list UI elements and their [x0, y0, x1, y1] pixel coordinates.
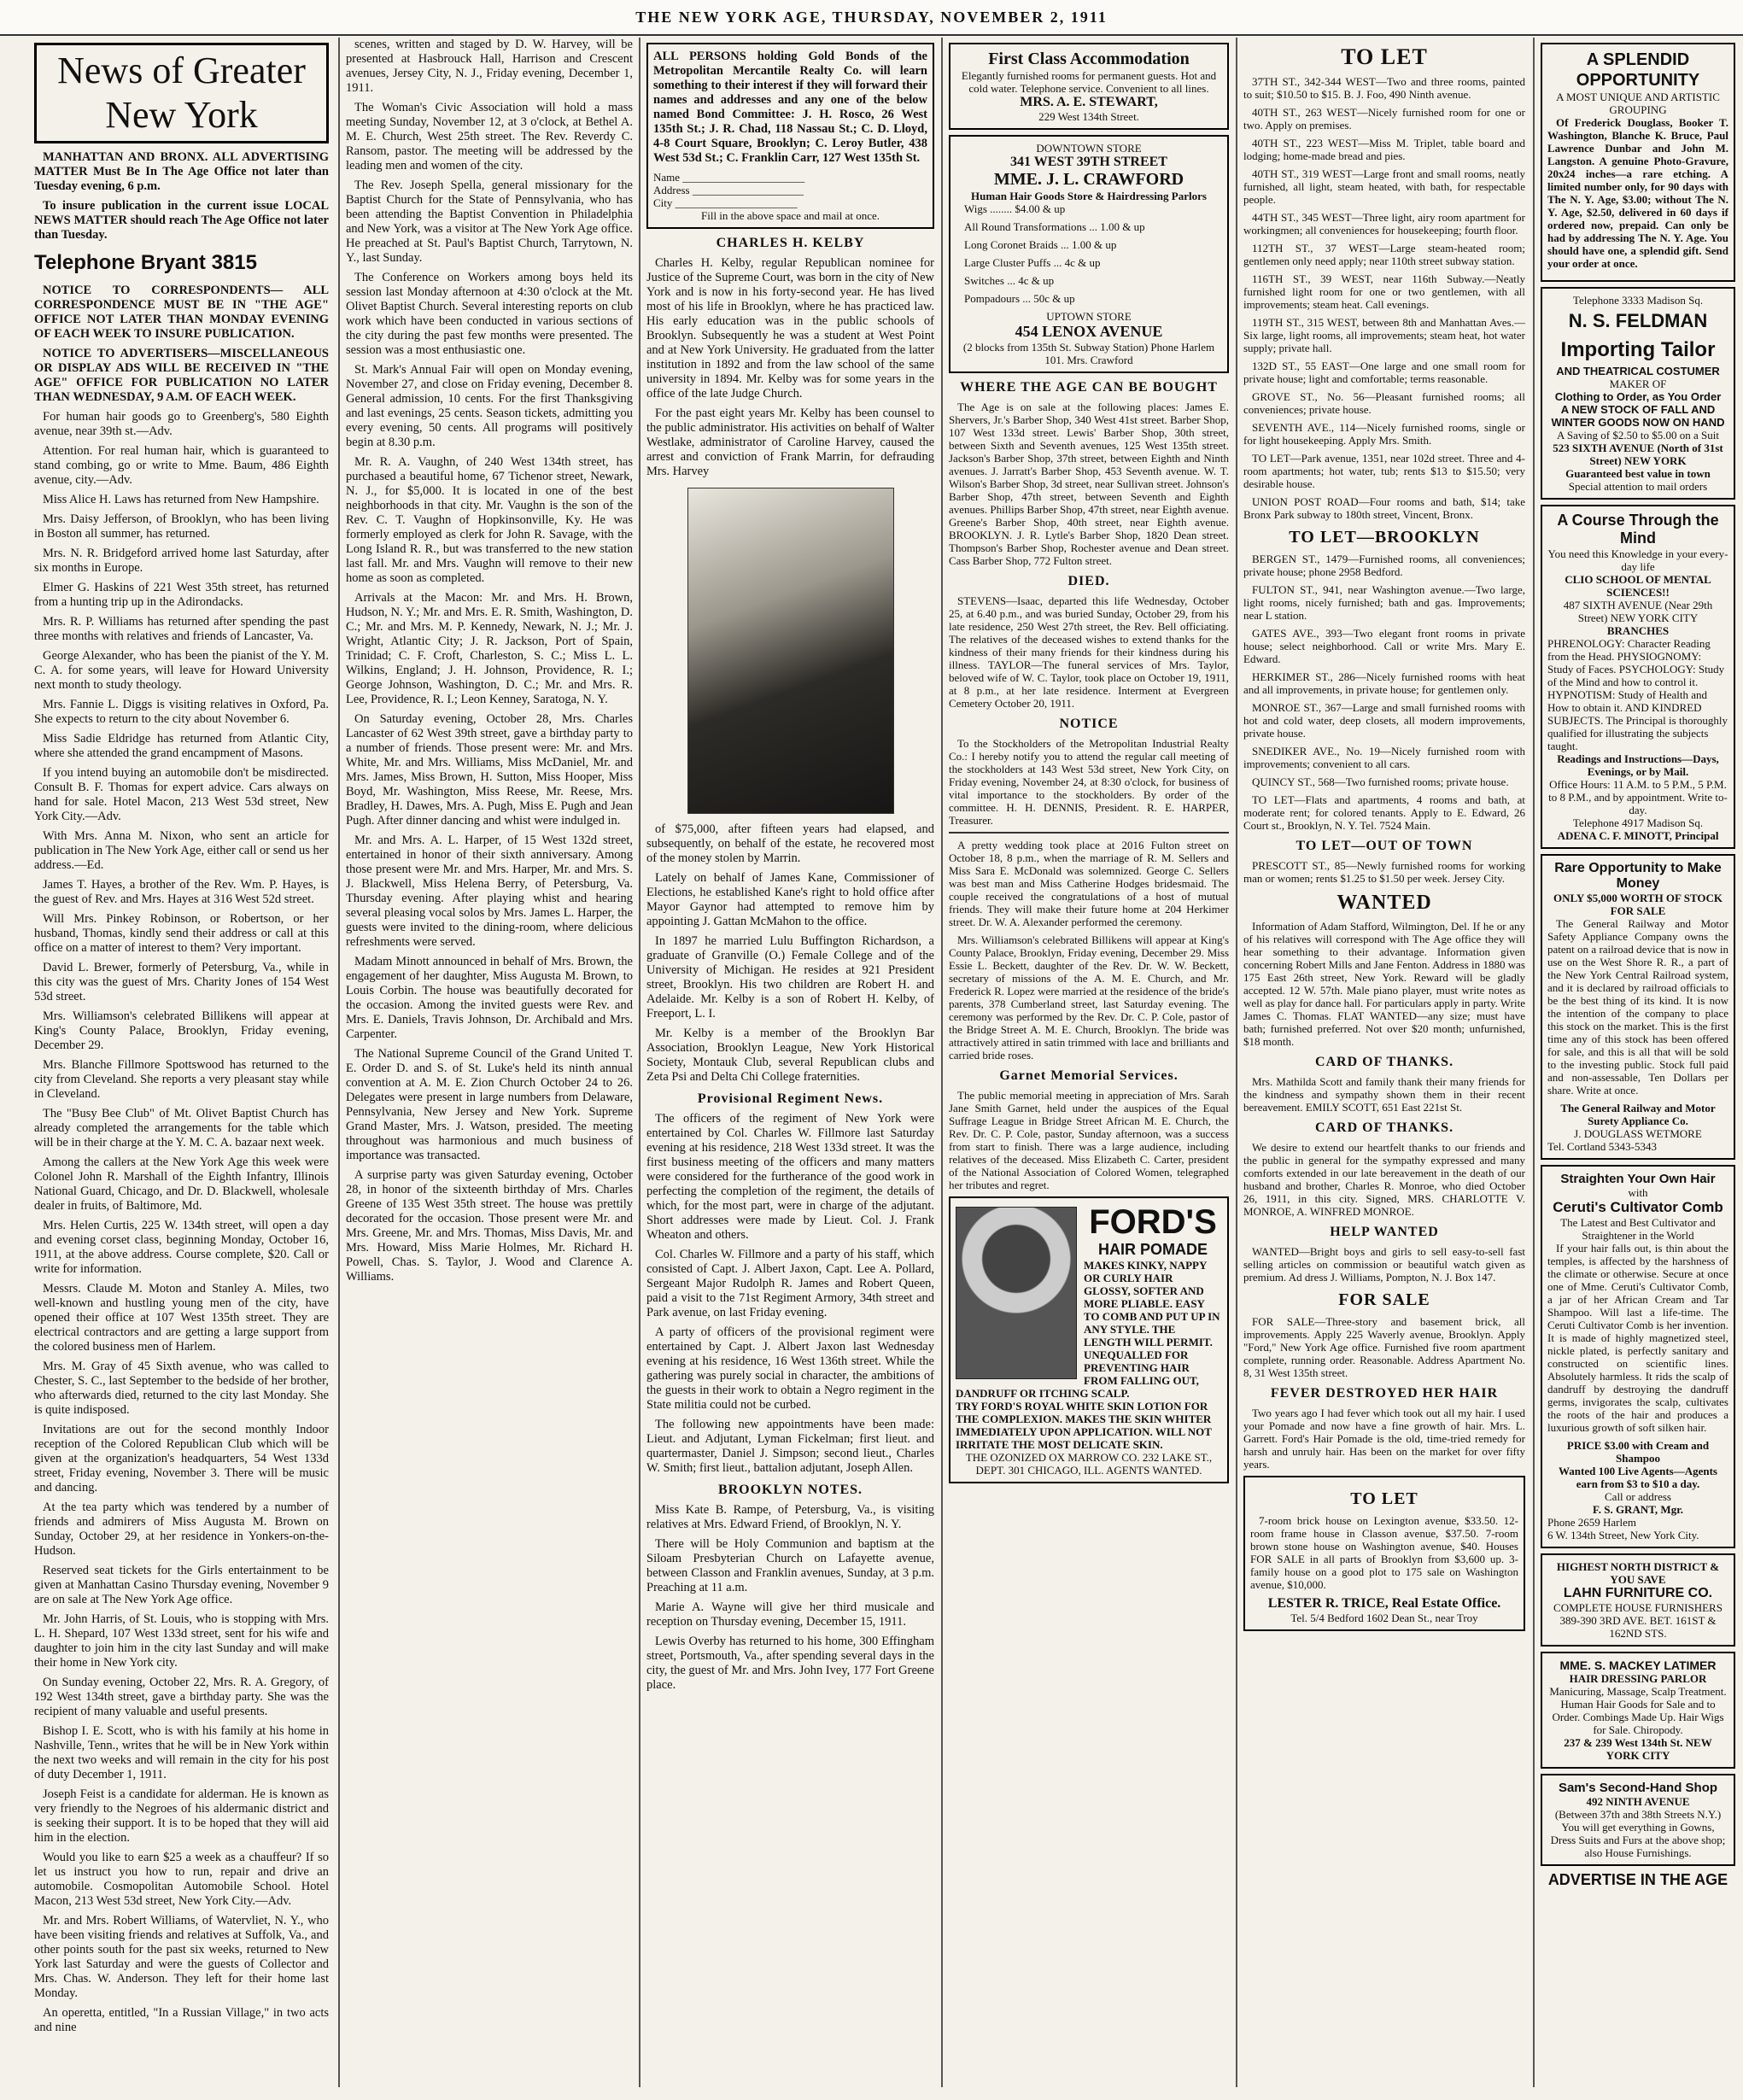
headline-brooklyn: BROOKLYN NOTES.: [717, 1483, 863, 1497]
news-paragraph: TO LET—Park avenue, 1351, near 102d street. Three and 4-room apartments; hot water, tub; rents $13 to $15.50; very desirable house.: [1243, 452, 1525, 490]
ad-lahn: [1541, 1553, 1735, 1647]
news-paragraph: SNEDIKER AVE., No. 19—Nicely furnished room with improvements; convenient to all cars.: [1243, 745, 1525, 770]
sams-body: You will get everything in Gowns, Dress Suits and Furs at the above shop; also House Furnishings.: [1550, 1821, 1726, 1859]
notice-manhattan: MANHATTAN AND BRONX. ALL ADVERTISING MATTER Must Be In The Age Office not later than Tuesday evening, 6 p.m.: [34, 150, 329, 193]
feldman-stock: A NEW STOCK OF FALL AND WINTER GOODS NOW ON HAND: [1551, 403, 1725, 429]
railway-co: The General Railway and Motor Surety Appliance Co.: [1560, 1102, 1716, 1127]
news-paragraph: Wigs ........ $4.00 & up: [964, 202, 1066, 215]
news-paragraph: Mr. R. A. Vaughn, of 240 West 134th street, has purchased a beautiful home, 67 Tichenor street, Newark, N. J., for $5,000. It is located in one of the best neighborhoods in that city. Mr. Vaughn is the son of the Rev. C. T. Vaughn of Hopkinsonville, Ky. He was formerly employed as clerk for John R. Savage, with the Long Island R. R., but was transferred to the new station last fall. Mr. and Mrs. Vaughn will remove to their new home as soon as completed.: [346, 455, 633, 585]
news-paragraph: 40TH ST., 263 WEST—Nicely furnished room for one or two. Apply on premises.: [1243, 106, 1525, 132]
news-paragraph: Mrs. Fannie L. Diggs is visiting relatives in Oxford, Pa. She expects to return to the city about November 6.: [34, 698, 329, 726]
notice-local: To insure publication in the current issue LOCAL NEWS MATTER should reach The Age Office not later than Tuesday.: [34, 199, 329, 242]
clio-school: CLIO SCHOOL OF MENTAL SCIENCES!!: [1565, 573, 1711, 599]
ceruti-with: with: [1628, 1186, 1648, 1199]
ceruti-body: If your hair falls out, is thin about the temples, is affected by the harshness of the climate or otherwise. Secure at once one of Mme. Ceruti's Cultivator Comb, a jar of her African Cream and Tar Shampoo. Will last a life-time. The Ceruti Cultivator Comb is her invention. It is made of highly magnetized steel, nickle plated, is perfectly sanitary and constructed on scientific lines. Absolutely harmless. It rids the scalp of dandruff by destroying the dandruff germs, invigorates the scalp, cultivates the roots of the hair and produces a luxurious growth of soft silken hair.: [1547, 1242, 1728, 1434]
ad-crawford-addr2: 454 LENOX AVENUE: [1015, 323, 1163, 340]
coupon-note: Fill in the above space and mail at once.: [700, 209, 880, 222]
wanted-title: WANTED: [1336, 892, 1432, 914]
tolet-outoftown-title: TO LET—OUT OF TOWN: [1296, 839, 1473, 853]
ad-crawford-phone: (2 blocks from 135th St. Subway Station) Phone Harlem 101. Mrs. Crawford: [962, 341, 1215, 366]
fords-tag: TRY FORD'S ROYAL WHITE SKIN LOTION FOR THE COMPLEXION. MAKES THE SKIN WHITER IMMEDIATELY UPON APPLICATION. WILL NOT IRRITATE THE MOST DELICATE SKIN.: [956, 1400, 1212, 1451]
clio-principal: ADENA C. F. MINOTT, Principal: [1557, 829, 1719, 842]
news-paragraph: Marie A. Wayne will give her third musicale and reception on Thursday evening, December 15, 1911.: [646, 1600, 934, 1629]
news-paragraph: Mr. and Mrs. Robert Williams, of Watervliet, N. Y., who have been visiting friends and relatives at Suffolk, Va., and other points south for the past six weeks, returned to New York last Saturday and were the guests of Collector and Mrs. Chas. W. Anderson. They left for their home last Monday.: [34, 1914, 329, 2000]
tolet-list: [1243, 75, 1525, 521]
news-paragraph: 40TH ST., 319 WEST—Large front and small rooms, neatly furnished, all light, steam heated, with bath, for respectable people.: [1243, 167, 1525, 206]
helpwanted-title: HELP WANTED: [1330, 1225, 1439, 1239]
fords-addr: THE OZONIZED OX MARROW CO. 232 LAKE ST., DEPT. 301 CHICAGO, ILL. AGENTS WANTED.: [965, 1451, 1213, 1477]
news-paragraph: Mrs. N. R. Bridgeford arrived home last Saturday, after six months in Europe.: [34, 547, 329, 575]
lahn-circle: HIGHEST NORTH DISTRICT & YOU SAVE: [1556, 1560, 1720, 1586]
news-paragraph: At the tea party which was tendered by a number of friends and admirers of Miss Augusta M. Brown on Sunday, October 29, at her residence in Yonkers-on-the-Hudson.: [34, 1500, 329, 1558]
ad-crawford-sub: DOWNTOWN STORE: [1036, 142, 1142, 155]
column-rule: [941, 38, 943, 2087]
garnet-body: The public memorial meeting in appreciation of Mrs. Sarah Jane Smith Garnet, held under the auspices of the Equal Suffrage League in Bridge Street African M. E. Church, the Rev. Dr. C. P. Cole, pastor, Sunday afternoon, was a success from start to finish. There was a large audience, including relatives of the deceased. Miss Elizabeth C. Carter, president of the National Association of Colored Women, telegraphed her tributes and regret.: [949, 1089, 1229, 1191]
railway-title: Rare Opportunity to Make Money: [1554, 861, 1722, 891]
sams-title: Sam's Second-Hand Shop: [1558, 1781, 1718, 1795]
forsale-body: FOR SALE—Three-story and basement brick, all improvements. Apply 225 Waverly avenue, Brooklyn. Apply "Ford," New York Age office. Furnished five room apartment complete, running order. Reasonable. Address Apartment No. 8, 31 West 135th street.: [1243, 1315, 1525, 1379]
feldman-special: Special attention to mail orders: [1568, 480, 1708, 493]
where-title: WHERE THE AGE CAN BE BOUGHT: [960, 380, 1218, 395]
news-paragraph: MONROE ST., 367—Large and small furnished rooms with hot and cold water, deep closets, all modern improvements, private house.: [1243, 701, 1525, 740]
news-paragraph: Elmer G. Haskins of 221 West 35th street, has returned from a hunting trip up in the Adirondacks.: [34, 581, 329, 609]
news-paragraph: There will be Holy Communion and baptism at the Siloam Presbyterian Church on Lafayette avenue, between Classon and Franklin avenues, Sunday, at 3 p.m. Preaching at 11 a.m.: [646, 1537, 934, 1594]
ad-crawford-prices: [956, 202, 1222, 305]
coupon-text: ALL PERSONS holding Gold Bonds of the Metropolitan Mercantile Realty Co. will learn something to their interest if they will forward their names and addresses and any one of the below named Bond Committee: J. H. Rosco, 26 West 135th St.; J. R. Chad, 118 Nassau St.; C. D. Lloyd, 4-8 Court Square, Brooklyn; C. Leroy Butler, 438 West 53d St.; C. Franklin Carr, 127 West 135th St.: [653, 50, 927, 165]
thanks2-body: We desire to extend our heartfelt thanks to our friends and the public in general for the sympathy expressed and many comforts extended in our late bereavement in the death of our husband and brother, Charles R. Monroe, who died October 26, 1911, in this city. Signed, MRS. CHARLOTTE V. MONROE, A. WINFRED MONROE.: [1243, 1141, 1525, 1218]
feldman-sub: AND THEATRICAL COSTUMER: [1556, 365, 1720, 377]
ad-crawford-uptown: UPTOWN STORE: [1046, 310, 1132, 323]
news-paragraph: Lately on behalf of James Kane, Commissioner of Elections, he established Kane's right to hold office after Mayor Gaynor had attempted to remove him by appointing J. Gattan McMahon to the office.: [646, 871, 934, 928]
news-paragraph: Mrs. R. P. Williams has returned after spending the past three months with relatives and friends of Lancaster, Va.: [34, 615, 329, 643]
news-paragraph: James T. Hayes, a brother of the Rev. Wm. P. Hayes, is the guest of Rev. and Mrs. Hayes at 316 West 52d street.: [34, 878, 329, 906]
news-paragraph: With Mrs. Anna M. Nixon, who sent an article for publication in The New York Age, either call or send us her address.—Ed.: [34, 829, 329, 872]
ad-stewart-title: First Class Accommodation: [988, 50, 1190, 68]
where-body: The Age is on sale at the following places: James E. Shervers, Jr.'s Barber Shop, 340 West 41st street. Barber Shop, 107 West 133d street. Lewis' Barber Shop, 30th street, between Sixth and Seventh avenues, 125 West 135th street. Jackson's Barber Shop, 37th street, between Eighth and Ninth avenues. J. Jarratt's Barber Shop, 453 Seventh avenue. W. T. Wilson's Barber Shop, 3d street, near Sullivan street. Johnson's Barber Shop, 47th street, between Seventh and Eighth avenues. Phillips Barber Shop, 47th street, near Eighth avenue. Greene's Barber Shop, 40th street, near Eighth avenue. BROOKLYN. J. R. Lytle's Barber Shop, 1820 Dean street. Thompson's Barber Shop, Rochester avenue and Dean street. Cass Barber Shop, 772 Fulton street.: [949, 401, 1229, 567]
column-rule: [1236, 38, 1237, 2087]
news-paragraph: The National Supreme Council of the Grand United T. E. Order D. and S. of St. Luke's held its ninth annual convention at A. M. E. Zion Church October 24 to 26. Delegates were present in large numbers from Delaware, Pennsylvania, New Jersey and New York. Supreme Grand Master, Mrs. J. Watson, presided. The meeting throughout was harmonious and much business of importance was transacted.: [346, 1047, 633, 1162]
news-paragraph: Will Mrs. Pinkey Robinson, or Robertson, or her husband, Thomas, kindly send their address or call at this office on a matter of interest to them? Very important.: [34, 912, 329, 955]
coupon-field-address[interactable]: Address ____________________: [653, 184, 804, 196]
news-paragraph: Mrs. Williamson's celebrated Billikens will appear at King's County Palace, Brooklyn, Friday evening, December 29.: [34, 1009, 329, 1052]
news-paragraph: TO LET—Flats and apartments, 4 rooms and bath, at moderate rent; for colored tenants. Apply to E. Edward, 26 Court st., Brooklyn, N. Y. Tel. 7524 Main.: [1243, 793, 1525, 832]
wanted-body: Information of Adam Stafford, Wilmington, Del. If he or any of his relatives will correspond with The Age office they will hear something to their advantage. Information given concerning Robert Mills and Jane Fenton. Address in 1880 was 175 East 26th street, New York. Reward will be gladly accepted. 12 W. 57th. Male piano player, must write notes as well as play for dance hall. For particulars apply in party. Write James C. Thomas. FLAT WANTED—any size; must have bath; furnished preferred. Not over $20 month; unfurnished, $18 month.: [1243, 920, 1525, 1048]
latimer-body: Manicuring, Massage, Scalp Treatment. Human Hair Goods for Sale and to Order. Combings Made Up. Hair Wigs for Sale. Chiropody.: [1549, 1685, 1727, 1736]
tolet2-body: 7-room brick house on Lexington avenue, $33.50. 12-room frame house in Classon avenue, $37.50. 7-room brown stone house on Washington avenue, $40. Houses FOR SALE in all parts of Brooklyn from $3,600 up. 3-family house on a good plot to 175 sale on Washington avenue, $10,000.: [1250, 1514, 1518, 1591]
railway-tel: Tel. Cortland 5343-5343: [1547, 1140, 1657, 1153]
fords-title: FORD'S: [1089, 1203, 1217, 1241]
ad-trice: [1243, 1476, 1525, 1631]
news-paragraph: St. Mark's Annual Fair will open on Monday evening, November 27, and close on Friday evening, December 8. General admission, 10 cents. For the first Thanksgiving and last evenings, 25 cents. Season tickets, admitting you every evening, 50 cents. All programs will positively begin at 8.30 p.m.: [346, 363, 633, 449]
news-paragraph: Would you like to earn $25 a week as a chauffeur? If so let us instruct you how to run, repair and drive an automobile. Cosmopolitan Automobile School. Hotel Macon, 213 West 53d street, New York City.—Adv.: [34, 1851, 329, 1908]
fords-sub: HAIR POMADE: [1097, 1241, 1208, 1258]
tolet-outoftown-body: PRESCOTT ST., 85—Newly furnished rooms for working man or women; rents $1.25 to $1.50 per week. Jersey City.: [1243, 859, 1525, 885]
ad-crawford: [949, 135, 1229, 373]
news-paragraph: 132D ST., 55 EAST—One large and one small room for private house; light and comfortable; terms reasonable.: [1243, 360, 1525, 385]
tolet-brooklyn-list: [1243, 553, 1525, 832]
notice-correspondents: NOTICE TO CORRESPONDENTS— ALL CORRESPONDENCE MUST BE IN "THE AGE" OFFICE NOT LATER THAN MONDAY EVENING OF EACH WEEK TO INSURE PUBLICATION.: [34, 284, 329, 341]
wedding-item-2: Mrs. Williamson's celebrated Billikens will appear at King's County Palace, Brooklyn, Friday evening, December 29. Miss Essie L. Beckett, daughter of the Rev. Dr. W. W. Beckett, secretary of missions of the A. M. E. Church, and Mr. Frederick R. Lopez were married at the residence of the bride's parents, 378 Cumberland street, last Saturday evening. The ceremony was performed by the Rev. Dr. C. P. Cole, pastor of the Bridge Street A. M. E. Church, Brooklyn. The bride was attractively attired in satin trimmed with lace and brilliants and carried bride roses.: [949, 933, 1229, 1062]
helpwanted-body: WANTED—Bright boys and girls to sell easy-to-sell fast selling articles on commission or beautiful watch given as premium. Ad dress J. Williams, Pompton, N. J. Box 147.: [1243, 1245, 1525, 1284]
fords-portrait: [956, 1207, 1077, 1379]
ad-railway: [1541, 854, 1735, 1160]
fever-title: FEVER DESTROYED HER HAIR: [1270, 1386, 1499, 1401]
news-paragraph: Mrs. Helen Curtis, 225 W. 134th street, will open a day and evening corset class, beginning Monday, October 16, 1911, at the above address. Course complete, $20. Call or write for information.: [34, 1219, 329, 1276]
clio-reading: Readings and Instructions—Days, Evenings, or by Mail.: [1557, 752, 1719, 778]
news-paragraph: Mr. Kelby is a member of the Brooklyn Bar Association, Brooklyn League, New York Historical Society, Montauk Club, several Republican clubs and Zeta Psi and Delta Chi College fraternities.: [646, 1027, 934, 1084]
railway-name: J. DOUGLASS WETMORE: [1574, 1127, 1702, 1140]
ceruti-title: Straighten Your Own Hair: [1560, 1172, 1716, 1186]
kelby-article: [646, 256, 934, 479]
ad-crawford-name: MME. J. L. CRAWFORD: [993, 170, 1184, 189]
ceruti-name: Ceruti's Cultivator Comb: [1553, 1199, 1723, 1215]
divider: [949, 832, 1229, 834]
column-1: [34, 38, 329, 2087]
news-paragraph: Switches ... 4c & up: [964, 274, 1055, 287]
news-paragraph: An operetta, entitled, "In a Russian Village," in two acts and nine: [34, 2006, 329, 2034]
sams-addr: 492 NINTH AVENUE: [1586, 1795, 1690, 1808]
news-paragraph: FULTON ST., 941, near Washington avenue.—Two large, light rooms, nicely furnished; bath and gas. Improvements; near L station.: [1243, 583, 1525, 622]
clio-office: Office Hours: 11 A.M. to 5 P.M., 5 P.M. to 8 P.M., and by appointment. Write to-day.: [1548, 778, 1728, 816]
thanks2-title: CARD OF THANKS.: [1314, 1120, 1454, 1135]
feldman-line: Clothing to Order, as You Order: [1554, 390, 1722, 403]
wedding-item: A pretty wedding took place at 2016 Fulton street on October 18, 8 p.m., when the marriage of R. M. Sellers and Miss Sara E. McDonald was solemnized. George C. Sellers was best man and Miss Catherine Hodges bridesmaid. The couple received the congratulations of a host of mutual friends. They will make their future home at 204 Herkimer street. Dr. W. A. Alexander performed the ceremony.: [949, 839, 1229, 928]
thanks-body: Mrs. Mathilda Scott and family thank their many friends for the kindness and sympathy shown them in their recent bereavement. EMILY SCOTT, 651 East 221st St.: [1243, 1075, 1525, 1114]
sams-between: (Between 37th and 38th Streets N.Y.): [1554, 1808, 1722, 1821]
column-rule: [639, 38, 640, 2087]
bond-coupon: [646, 43, 934, 229]
ad-opportunity: [1541, 43, 1735, 282]
ad-sams: [1541, 1774, 1735, 1866]
clio-branches: BRANCHES: [1606, 624, 1670, 637]
column-rule: [338, 38, 340, 2087]
section-title: News of Greater New York: [34, 43, 329, 143]
feldman-name: N. S. FELDMAN: [1568, 310, 1708, 331]
news-paragraph: Among the callers at the New York Age this week were Colonel John R. Marshall of the Eighth Infantry, Illinois National Guard, Chicago, and Dr. D. Blackwell, wholesale dealer in fruits, of Baltimore, Md.: [34, 1155, 329, 1213]
news-paragraph: The following new appointments have been made: Lieut. and Adjutant, Lyman Fickelman; first lieut. and quartermaster, Daniel J. Simpson; second lieut., Charles W. Smith; first lieut., battalion adjutant, Joseph Allen.: [646, 1418, 934, 1475]
news-paragraph: 44TH ST., 345 WEST—Three light, airy room apartment for workingmen; all conveniences for housekeeping; fourth floor.: [1243, 211, 1525, 237]
ceruti-tag: The Latest and Best Cultivator and Straightener in the World: [1560, 1216, 1716, 1242]
news-paragraph: UNION POST ROAD—Four rooms and bath, $14; take Bronx Park subway to 180th street, Vincent, Bronx.: [1243, 495, 1525, 521]
opportunity-body: Of Frederick Douglass, Booker T. Washington, Blanche K. Bruce, Paul Lawrence Dunbar and John M. Langston. A genuine Photo-Gravure, 20x24 inches—a rare etching. A limited number only, for 90 days with The N. Y. Age, $3.00; without The N. Y. Age, $2.50, delivered in 60 days if ordered now, prepaid. Can only be had by addressing The N. Y. Age. You should have one, a splendid gift. Send your order at once.: [1547, 116, 1728, 270]
news-paragraph: Miss Kate B. Rampe, of Petersburg, Va., is visiting relatives at Mrs. Edward Friend, of Brooklyn, N. Y.: [646, 1503, 934, 1531]
news-paragraph: On Saturday evening, October 28, Mrs. Charles Lancaster of 62 West 39th street, gave a birthday party to a number of friends. Those present were: Mr. and Mrs. White, Mr. and Mrs. Williams, Miss McDaniel, Mr. and Mrs. James, Miss Brown, H. Sutton, Miss Hooper, Miss Boyd, Mr. Washington, Miss Reese, Mr. Reese, Mrs. Bradley, H. Dawes, Mrs. A. Pugh, Miss E. Pugh and Jean Pugh. After dinner dancing and whist were indulged in.: [346, 712, 633, 828]
ad-fords: [949, 1196, 1229, 1483]
ceruti-price: PRICE $3.00 with Cream and Shampoo: [1566, 1439, 1710, 1465]
kelby-article-cont: [646, 822, 934, 1085]
news-paragraph: A party of officers of the provisional regiment were entertained by Capt. J. Albert Jaxon last Wednesday evening at his residence, 16 West 136th street. While the gathering was purely social in character, the ambitions of the guests in their work to obtain a Negro regiment in the State militia could not be curbed.: [646, 1325, 934, 1412]
lahn-sub: COMPLETE HOUSE FURNISHERS: [1553, 1601, 1723, 1614]
railway-body: The General Railway and Motor Safety Appliance Company owns the patent on a railroad device that is now in use on the West Shore R. R., a part of the New York Central Railroad system, and it is declared by railroad officials to be the best thing of its kind. It is now the intention of the company to place this stock on the market. This is the first time any of this stock has been offered for sale, and this is all that will be sold to the investing public. Stock full paid and non-assessable, Ten Dollars per share. Write at once.: [1547, 917, 1728, 1097]
news-paragraph: Pompadours ... 50c & up: [964, 292, 1075, 305]
feldman-phone: Telephone 3333 Madison Sq.: [1572, 294, 1704, 307]
headline-regiment: Provisional Regiment News.: [697, 1091, 884, 1106]
ceruti-addr: 6 W. 134th Street, New York City.: [1547, 1529, 1699, 1541]
lahn-addr: 389-390 3RD AVE. BET. 161ST & 162ND STS.: [1559, 1614, 1717, 1640]
news-paragraph: Madam Minott announced in behalf of Mrs. Brown, the engagement of her daughter, Miss Augusta M. Brown, to Louis Corbin. The house was beautifully decorated for the occasion. Among the invited guests were Rev. and Mrs. E. Daniels, Travis Johnson, Dr. Archibald and Mrs. Carpenter.: [346, 955, 633, 1041]
news-paragraph: The Conference on Workers among boys held its session last Monday afternoon at 4:30 o'clock at the Mt. Olivet Baptist Church. Several interesting reports on club work which have been conducted in various sections of the city during the past few months were presented. The session was a most enthusiastic one.: [346, 271, 633, 357]
died-body: STEVENS—Isaac, departed this life Wednesday, October 25, at 6.40 p.m., and was buried Sunday, October 29, from his late residence, 250 West 27th street, the Rev. Bell officiating. The relatives of the deceased wishes to extend thanks for the kindness of their many friends for their kindness during his illness. TAYLOR—The funeral services of Mrs. Taylor, beloved wife of W. C. Taylor, took place on October 19, 1911, at 8 p.m., at her late residence. Interment at Evergreen Cemetery October 20, 1911.: [949, 594, 1229, 710]
news-paragraph: Bishop I. E. Scott, who is with his family at his home in Nashville, Tenn., writes that he will be in New York within the next two weeks and will remain in the city for his post of duty December 1, 1911.: [34, 1724, 329, 1781]
coupon-field-city[interactable]: City ______________________: [653, 196, 798, 209]
feldman-addr: 523 SIXTH AVENUE (North of 31st Street) NEW YORK: [1553, 442, 1723, 467]
news-paragraph: George Alexander, who has been the pianist of the Y. M. C. A. for some years, will leave for Howard University next month to study theology.: [34, 649, 329, 692]
news-paragraph: In 1897 he married Lulu Buffington Richardson, a graduate of Granville (O.) Female College and of the University of Michigan. He resides at 921 President street, Brooklyn. His two children are Robert H. and Adelaide. Mr. Kelby is a son of Robert H. Kelby, of Freeport, L. I.: [646, 934, 934, 1021]
news-paragraph: The officers of the regiment of New York were entertained by Col. Charles W. Fillmore last Saturday evening at his residence, 218 West 133d street. It was the first business meeting of the officers and many matters were considered for the furtherance of the good work in perfecting the completion of the regiment, the details of which, for the most part, were in charge of the adjutant. Short addresses were made by Lieut. Col. J. Frank Wheaton and others.: [646, 1112, 934, 1242]
fever-body: Two years ago I had fever which took out all my hair. I used your Pomade and now have a fine growth of hair. Mrs. L. Garrett. Ford's Hair Pomade is the old, time-tried remedy for harsh and unruly hair. Has been on the market for over fifty years.: [1243, 1407, 1525, 1471]
news-paragraph: GROVE ST., No. 56—Pleasant furnished rooms; all conveniences; private house.: [1243, 390, 1525, 416]
news-paragraph: On Sunday evening, October 22, Mrs. R. A. Gregory, of 192 West 134th street, gave a birthday party. She was the recipient of many valuable and useful presents.: [34, 1676, 329, 1718]
news-items: [34, 410, 329, 2035]
news-paragraph: Large Cluster Puffs ... 4c & up: [964, 256, 1101, 269]
news-paragraph: Messrs. Claude M. Moton and Stanley A. Miles, two well-known and hustling young men of the city, have opened their office at 107 West 135th street. They are electrical contractors and are getting a large support from the colored business men of Harlem.: [34, 1282, 329, 1354]
notice-body: To the Stockholders of the Metropolitan Industrial Realty Co.: I hereby notify you to attend the regular call meeting of the stockholders at 143 West 53d street, New York City, on Friday evening, November 24, at 8:30 o'clock, for business of vital importance to the stockholders. By order of the committee. H. H. DENNIS, President. R. E. HARPER, Treasurer.: [949, 737, 1229, 827]
ad-crawford-line: Human Hair Goods Store & Hairdressing Parlors: [971, 190, 1207, 202]
column-4: [949, 38, 1229, 2087]
latimer-title: MME. S. MACKEY LATIMER: [1559, 1658, 1717, 1672]
news-paragraph: A surprise party was given Saturday evening, October 28, in honor of the sixteenth birthday of Mrs. Charles Greene of 135 West 35th street. The house was prettily decorated for the occasion. Those present were Mr. and Mrs. Greene, Mr. and Mrs. Thomas, Miss Davis, Mr. and Mrs. Howard, Miss Marie Holmes, Mr. Richard H. Powell, Chas. S. Taylor, J. Wood and Clarence A. Williams.: [346, 1168, 633, 1284]
headline-kelby: CHARLES H. KELBY: [716, 236, 865, 250]
clio-sub: You need this Knowledge in your every-day life: [1547, 547, 1728, 573]
news-paragraph: For the past eight years Mr. Kelby has been counsel to the public administrator. His activities on behalf of Walter Westlake, administrator of Caroline Harvey, caused the arrest and conviction of Frank Marrin, for defrauding Mrs. Harvey: [646, 407, 934, 478]
news-paragraph: HERKIMER ST., 286—Nicely furnished rooms with heat and all improvements, in private house; for gentlemen only.: [1243, 670, 1525, 696]
news-paragraph: The "Busy Bee Club" of Mt. Olivet Baptist Church has already completed the arrangements for the table which will be in their charge at the Y. M. C. A. bazaar next week.: [34, 1107, 329, 1149]
news-paragraph: If you intend buying an automobile don't be misdirected. Consult B. F. Thomas for expert advice. Cars always on hand for sale. Hotel Macon, 213 West 53d street, New York City.—Adv.: [34, 766, 329, 823]
feldman-title: Importing Tailor: [1560, 338, 1716, 361]
news-paragraph: The Rev. Joseph Spella, general missionary for the Baptist Church for the State of Pennsylvania, who has been attending the Baptist Convention in Philadelphia and New York, was a visitor at The New York Age office. He preached at St. Paul's Baptist Church, Tarrytown, N. Y., last Sunday.: [346, 178, 633, 265]
ad-stewart: [949, 43, 1229, 130]
news-paragraph: All Round Transformations ... 1.00 & up: [964, 220, 1145, 233]
portrait-photo: [687, 488, 894, 814]
news-paragraph: Arrivals at the Macon: Mr. and Mrs. H. Brown, Hudson, N. Y.; Mr. and Mrs. E. R. Smith, Washington, D. C.; Mr. and Mrs. M. P. Kennedy, Newark, N. J.; Mr. J. Wright, Atlantic City; J. R. Jackson, Port of Spain, Trinidad; C. F. Croft, Charleston, S. C.; Miss L. L. Wilkins, England; J. H. Johnson, Providence, R. I.; George Johnson, Washington, D. C.; Mr. and Mrs. R. Lee, Providence, R. I.; Leon Kenney, Saratoga, N. Y.: [346, 591, 633, 706]
clio-phone: Telephone 4917 Madison Sq.: [1572, 816, 1704, 829]
news-paragraph: BERGEN ST., 1479—Furnished rooms, all conveniences; private house; phone 2958 Bedford.: [1243, 553, 1525, 578]
news-paragraph: Joseph Feist is a candidate for alderman. He is known as very friendly to the Negroes of his aldermanic district and is seeking their support. It is to be hoped that they will aid him in the election.: [34, 1787, 329, 1845]
ceruti-mgr: F. S. GRANT, Mgr.: [1592, 1503, 1684, 1516]
news-paragraph: 116TH ST., 39 WEST, near 116th Subway.—Neatly furnished light room for one or two gentlemen, with all improvements; steam heat. Call evenings.: [1243, 272, 1525, 311]
ad-stewart-name: MRS. A. E. STEWART,: [1020, 95, 1158, 109]
news-paragraph: Lewis Overby has returned to his home, 300 Effingham street, Portsmouth, Va., after spending several days in the city, the guest of Mr. and Mrs. John Ivey, 177 Fort Greene place.: [646, 1635, 934, 1692]
regiment-article: [646, 1112, 934, 1476]
advertise-banner: ADVERTISE IN THE AGE: [1547, 1871, 1728, 1888]
news-paragraph: QUINCY ST., 568—Two furnished rooms; private house.: [1252, 775, 1509, 788]
news-paragraph: Mrs. Daisy Jefferson, of Brooklyn, who has been living in Boston all summer, has returned.: [34, 512, 329, 541]
news-paragraph: The Woman's Civic Association will hold a mass meeting Sunday, November 12, at 3 o'clock, at Bethel A. M. E. Church, West 25th street. The Rev. Reverdy C. Ransom, pastor. The meeting will be addressed by the leading men and women of the city.: [346, 101, 633, 173]
garnet-title: Garnet Memorial Services.: [999, 1068, 1179, 1083]
thanks-title: CARD OF THANKS.: [1314, 1055, 1454, 1069]
ad-feldman: [1541, 287, 1735, 500]
news-paragraph: 40TH ST., 223 WEST—Miss M. Triplet, table board and lodging; home-made bread and pies.: [1243, 137, 1525, 162]
died-title: DIED.: [1067, 574, 1110, 588]
feldman-maker: MAKER OF: [1609, 377, 1667, 390]
news-paragraph: Mrs. Blanche Fillmore Spottswood has returned to the city from Cleveland. She reports a very pleasant stay while in Cleveland.: [34, 1058, 329, 1101]
news-paragraph: David L. Brewer, formerly of Petersburg, Va., while in this city was the guest of Mrs. Charity Jones of 154 West 53d street.: [34, 961, 329, 1003]
news-paragraph: Mrs. M. Gray of 45 Sixth avenue, who was called to Chester, S. C., last September to the bedside of her brother, who afterwards died, returned to the city last Monday. She is quite indisposed.: [34, 1360, 329, 1417]
fords-body: MAKES KINKY, NAPPY OR CURLY HAIR GLOSSY, SOFTER AND MORE PLIABLE. EASY TO COMB AND PUT UP IN ANY STYLE. THE LENGTH WILL PERMIT. UNEQUALLED FOR PREVENTING HAIR FROM FALLING OUT, DANDRUFF OR ITCHING SCALP.: [956, 1259, 1220, 1400]
feldman-guar: Guaranteed best value in town: [1565, 467, 1711, 480]
column-5: [1243, 38, 1525, 2087]
news-paragraph: Col. Charles W. Fillmore and a party of his staff, which consisted of Capt. J. Albert Jaxon, Capt. Lee A. Pollard, Sergeant Major Rudolph R. James and Robert Queen, paid a visit to the 71st Regiment Armory, 34th street and Park avenue, on last Friday evening.: [646, 1248, 934, 1319]
opportunity-title: A SPLENDID OPPORTUNITY: [1576, 50, 1700, 90]
news-paragraph: GATES AVE., 393—Two elegant front rooms in private house; select neighborhood. Call or write Mrs. Mary E. Edward.: [1243, 627, 1525, 665]
clio-addr: 487 SIXTH AVENUE (Near 29th Street) NEW YORK CITY: [1563, 599, 1713, 624]
ad-stewart-body: Elegantly furnished rooms for permanent guests. Hot and cold water. Telephone service. Convenient to all lines.: [961, 69, 1217, 95]
brooklyn-notes: [646, 1503, 934, 1693]
news-paragraph: 119TH ST., 315 WEST, between 8th and Manhattan Aves.—Six large, light rooms, all improvements; steam heat, hot water supply; private hall.: [1243, 316, 1525, 354]
tolet-title: TO LET: [1341, 44, 1428, 69]
ceruti-wanted: Wanted 100 Live Agents—Agents earn from $3 to $10 a day.: [1559, 1465, 1717, 1490]
news-paragraph: 112TH ST., 37 WEST—Large steam-heated room; gentlemen only need apply; near 110th street subway station.: [1243, 242, 1525, 267]
ad-latimer: [1541, 1652, 1735, 1769]
railway-sub: ONLY $5,000 WORTH OF STOCK FOR SALE: [1553, 892, 1723, 917]
opportunity-sub: A MOST UNIQUE AND ARTISTIC GROUPING: [1556, 91, 1720, 116]
tolet2-sign: LESTER R. TRICE, Real Estate Office.: [1267, 1596, 1501, 1611]
masthead: THE NEW YORK AGE, THURSDAY, NOVEMBER 2, 1911: [0, 0, 1743, 36]
ad-clio: [1541, 505, 1735, 849]
news-paragraph: Mr. John Harris, of St. Louis, who is stopping with Mrs. L. H. Shepard, 107 West 133d street, sent for his wife and daughter to join him in the city last Sunday and will make their home in New York city.: [34, 1612, 329, 1670]
news-paragraph: Reserved seat tickets for the Girls entertainment to be given at Manhattan Casino Thursday evening, November 9 are on sale at The New York Age office.: [34, 1564, 329, 1606]
news-paragraph: Miss Alice H. Laws has returned from New Hampshire.: [43, 493, 319, 506]
latimer-sub: HAIR DRESSING PARLOR: [1569, 1672, 1707, 1685]
column-6: [1541, 38, 1735, 2087]
ad-stewart-addr: 229 West 134th Street.: [1038, 110, 1139, 123]
news-paragraph: 37TH ST., 342-344 WEST—Two and three rooms, painted to suit; $10.50 to $15. B. J. Foo, 490 Ninth avenue.: [1243, 75, 1525, 101]
news-paragraph: For human hair goods go to Greenberg's, 580 Eighth avenue, near 39th st.—Adv.: [34, 410, 329, 438]
clio-title: A Course Through the Mind: [1557, 512, 1719, 547]
news-items: [346, 38, 633, 1284]
tolet2-title: TO LET: [1350, 1489, 1418, 1508]
ad-ceruti: [1541, 1165, 1735, 1548]
notice-advertisers: NOTICE TO ADVERTISERS—MISCELLANEOUS OR DISPLAY ADS WILL BE RECEIVED IN "THE AGE" OFFICE FOR PUBLICATION NO LATER THAN WEDNESDAY, 9 A.M. OF EACH WEEK.: [34, 347, 329, 404]
news-paragraph: Attention. For real human hair, which is guaranteed to stand combing, go or write to Mme. Baum, 486 Eighth avenue, city.—Adv.: [34, 444, 329, 487]
news-paragraph: SEVENTH AVE., 114—Nicely furnished rooms, single or for light housekeeping. Apply Mrs. Smith.: [1243, 421, 1525, 447]
clio-body: PHRENOLOGY: Character Reading from the Head. PHYSIOGNOMY: Study of Faces. PSYCHOLOGY: Study of the Mind and how to control it. HYPNOTISM: Study of Health and How to obtain it. AND KINDRED SUBJECTS. The Principal is thoroughly qualified for illustrating the subjects taught.: [1547, 637, 1728, 752]
feldman-save: A Saving of $2.50 to $5.00 on a Suit: [1557, 429, 1719, 442]
news-paragraph: Mr. and Mrs. A. L. Harper, of 15 West 132d street, entertained in honor of their sixth anniversary. Among those present were Mr. and Mrs. Harper, Mr. and Mrs. S. J. Blackwell, Miss Helena Berry, of Petersburg, Va. Thursday evening. After playing whist and hearing several pleasing vocal solos by Mrs. James L. Harper, the guests were invited to the dining-room, where delicious refreshments were served.: [346, 834, 633, 949]
ceruti-phone: Phone 2659 Harlem: [1547, 1516, 1636, 1529]
news-paragraph: Charles H. Kelby, regular Republican nominee for Justice of the Supreme Court, was born in the city of New York and is now in his forty-second year. He has lived most of his life in Brooklyn, where he has practiced law. His early education was in the public schools of Brooklyn. Subsequently he was a student at West Point and at New York University. He graduated from the latter institution in 1892 and from the law school of the same university in 1894. Mr. Kelby was for some years in the office of the late Judge Church.: [646, 256, 934, 401]
news-paragraph: scenes, written and staged by D. W. Harvey, will be presented at Hasbrouck Hall, Harrison and Crescent avenues, Jersey City, N. J., Friday evening, December 1, 1911.: [346, 38, 633, 95]
forsale-title: FOR SALE: [1338, 1290, 1430, 1309]
column-2: [346, 38, 633, 2087]
lahn-name: LAHN FURNITURE CO.: [1563, 1586, 1713, 1600]
ceruti-call: Call or address: [1605, 1490, 1671, 1503]
ad-crawford-addr: 341 WEST 39TH STREET: [1010, 155, 1167, 169]
column-rule: [1533, 38, 1535, 2087]
telephone: Telephone Bryant 3815: [34, 251, 257, 274]
tolet-brooklyn-title: TO LET—BROOKLYN: [1289, 528, 1480, 547]
news-paragraph: of $75,000, after fifteen years had elapsed, and subsequently, on behalf of the estate, he recovered most of the money stolen by Marrin.: [646, 822, 934, 865]
latimer-addr: 237 & 239 West 134th St. NEW YORK CITY: [1564, 1736, 1712, 1762]
news-paragraph: Miss Sadie Eldridge has returned from Atlantic City, where she attended the grand encampment of Masons.: [34, 732, 329, 760]
news-paragraph: Invitations are out for the second monthly Indoor reception of the Colored Republican Club which will be given at the organization's headquarters, 54 West 133d street, Friday evening, November 3. There will be music and dancing.: [34, 1423, 329, 1495]
column-3: [646, 38, 934, 2087]
tolet2-phone: Tel. 5/4 Bedford 1602 Dean St., near Troy: [1290, 1612, 1478, 1624]
news-paragraph: Long Coronet Braids ... 1.00 & up: [964, 238, 1117, 251]
coupon-field-name[interactable]: Name ______________________: [653, 171, 805, 184]
notice-title: NOTICE: [1059, 717, 1119, 731]
